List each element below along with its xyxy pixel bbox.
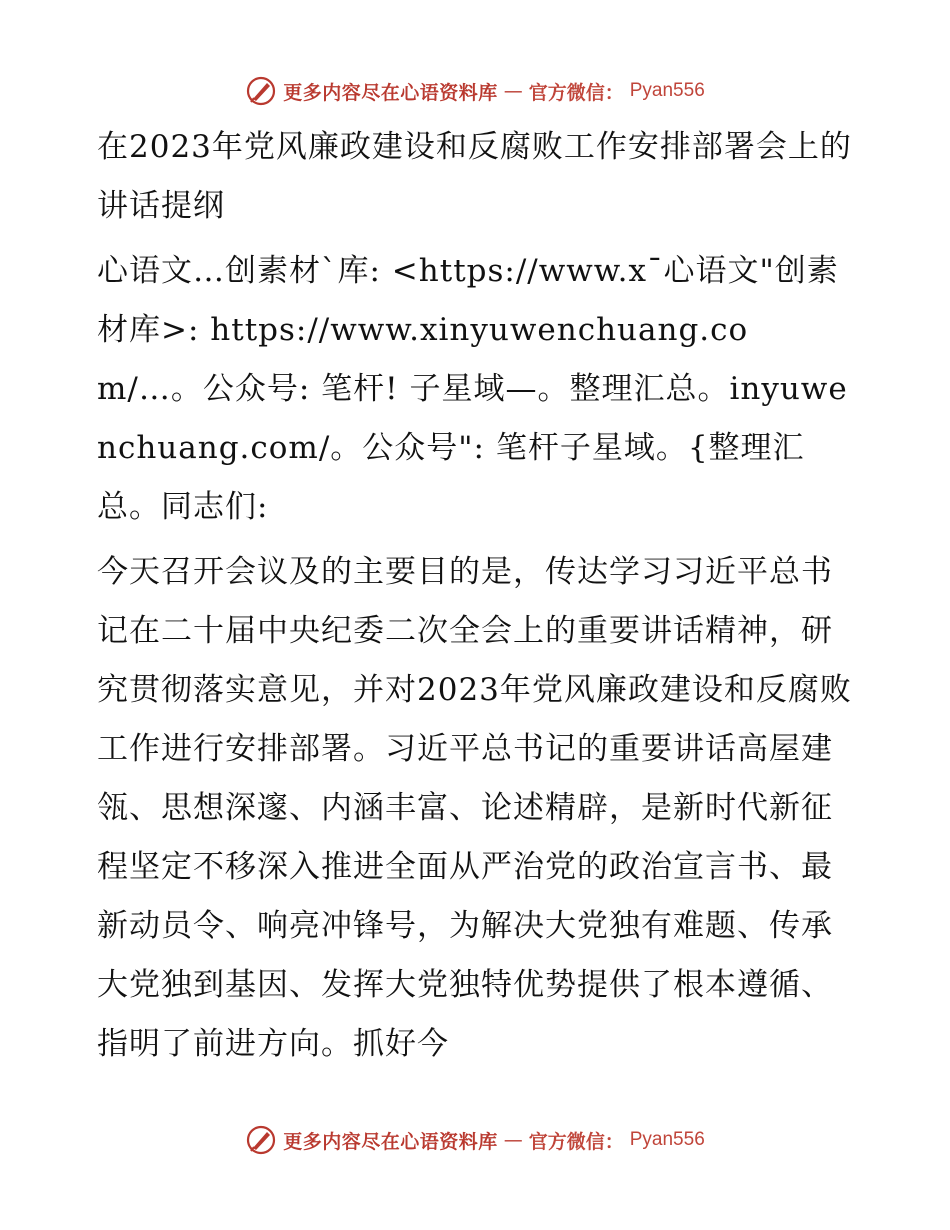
watermark-site-text: 更多内容尽在心语资料库 bbox=[283, 81, 498, 104]
quill-logo-icon bbox=[245, 1124, 277, 1156]
watermark-contact-label: 官方微信： bbox=[528, 1130, 624, 1153]
document-body bbox=[97, 118, 853, 1074]
watermark-dash: — bbox=[503, 1129, 523, 1151]
watermark-site-text: 更多内容尽在心语资料库 bbox=[283, 1130, 498, 1153]
header-watermark bbox=[0, 71, 950, 111]
source-note: 心语文…创素材ˋ库: <https://www.x¯心语文"创素材库>: https://www.xinyuwenchuang.com/…。公众号: 笔杆! 子星域—。整理汇总。inyuwenchuang.com/。公众号": 笔杆子星域。{整理汇总。同志们: bbox=[97, 253, 848, 525]
watermark-dash: — bbox=[503, 80, 523, 102]
watermark-contact-id: Pyan556 bbox=[629, 80, 705, 101]
footer-watermark bbox=[0, 1120, 950, 1160]
document-title: 在2023年党风廉政建设和反腐败工作安排部署会上的讲话提纲 bbox=[97, 129, 852, 224]
watermark-contact-label: 官方微信： bbox=[528, 81, 624, 104]
body-paragraph: 今天召开会议及的主要目的是，传达学习习近平总书记在二十届中央纪委二次全会上的重要讲话精神，研究贯彻落实意见，并对2023年党风廉政建设和反腐败工作进行安排部署。习近平总书记的重要讲话高屋建瓴、思想深邃、内涵丰富、论述精辟，是新时代新征程坚定不移深入推进全面从严治党的政治宣言书、最新动员令、响亮冲锋号，为解决大党独有难题、传承大党独到基因、发挥大党独特优势提供了根本遵循、指明了前进方向。抓好今 bbox=[97, 554, 852, 1062]
watermark-contact-id: Pyan556 bbox=[629, 1129, 705, 1150]
quill-logo-icon bbox=[245, 75, 277, 107]
